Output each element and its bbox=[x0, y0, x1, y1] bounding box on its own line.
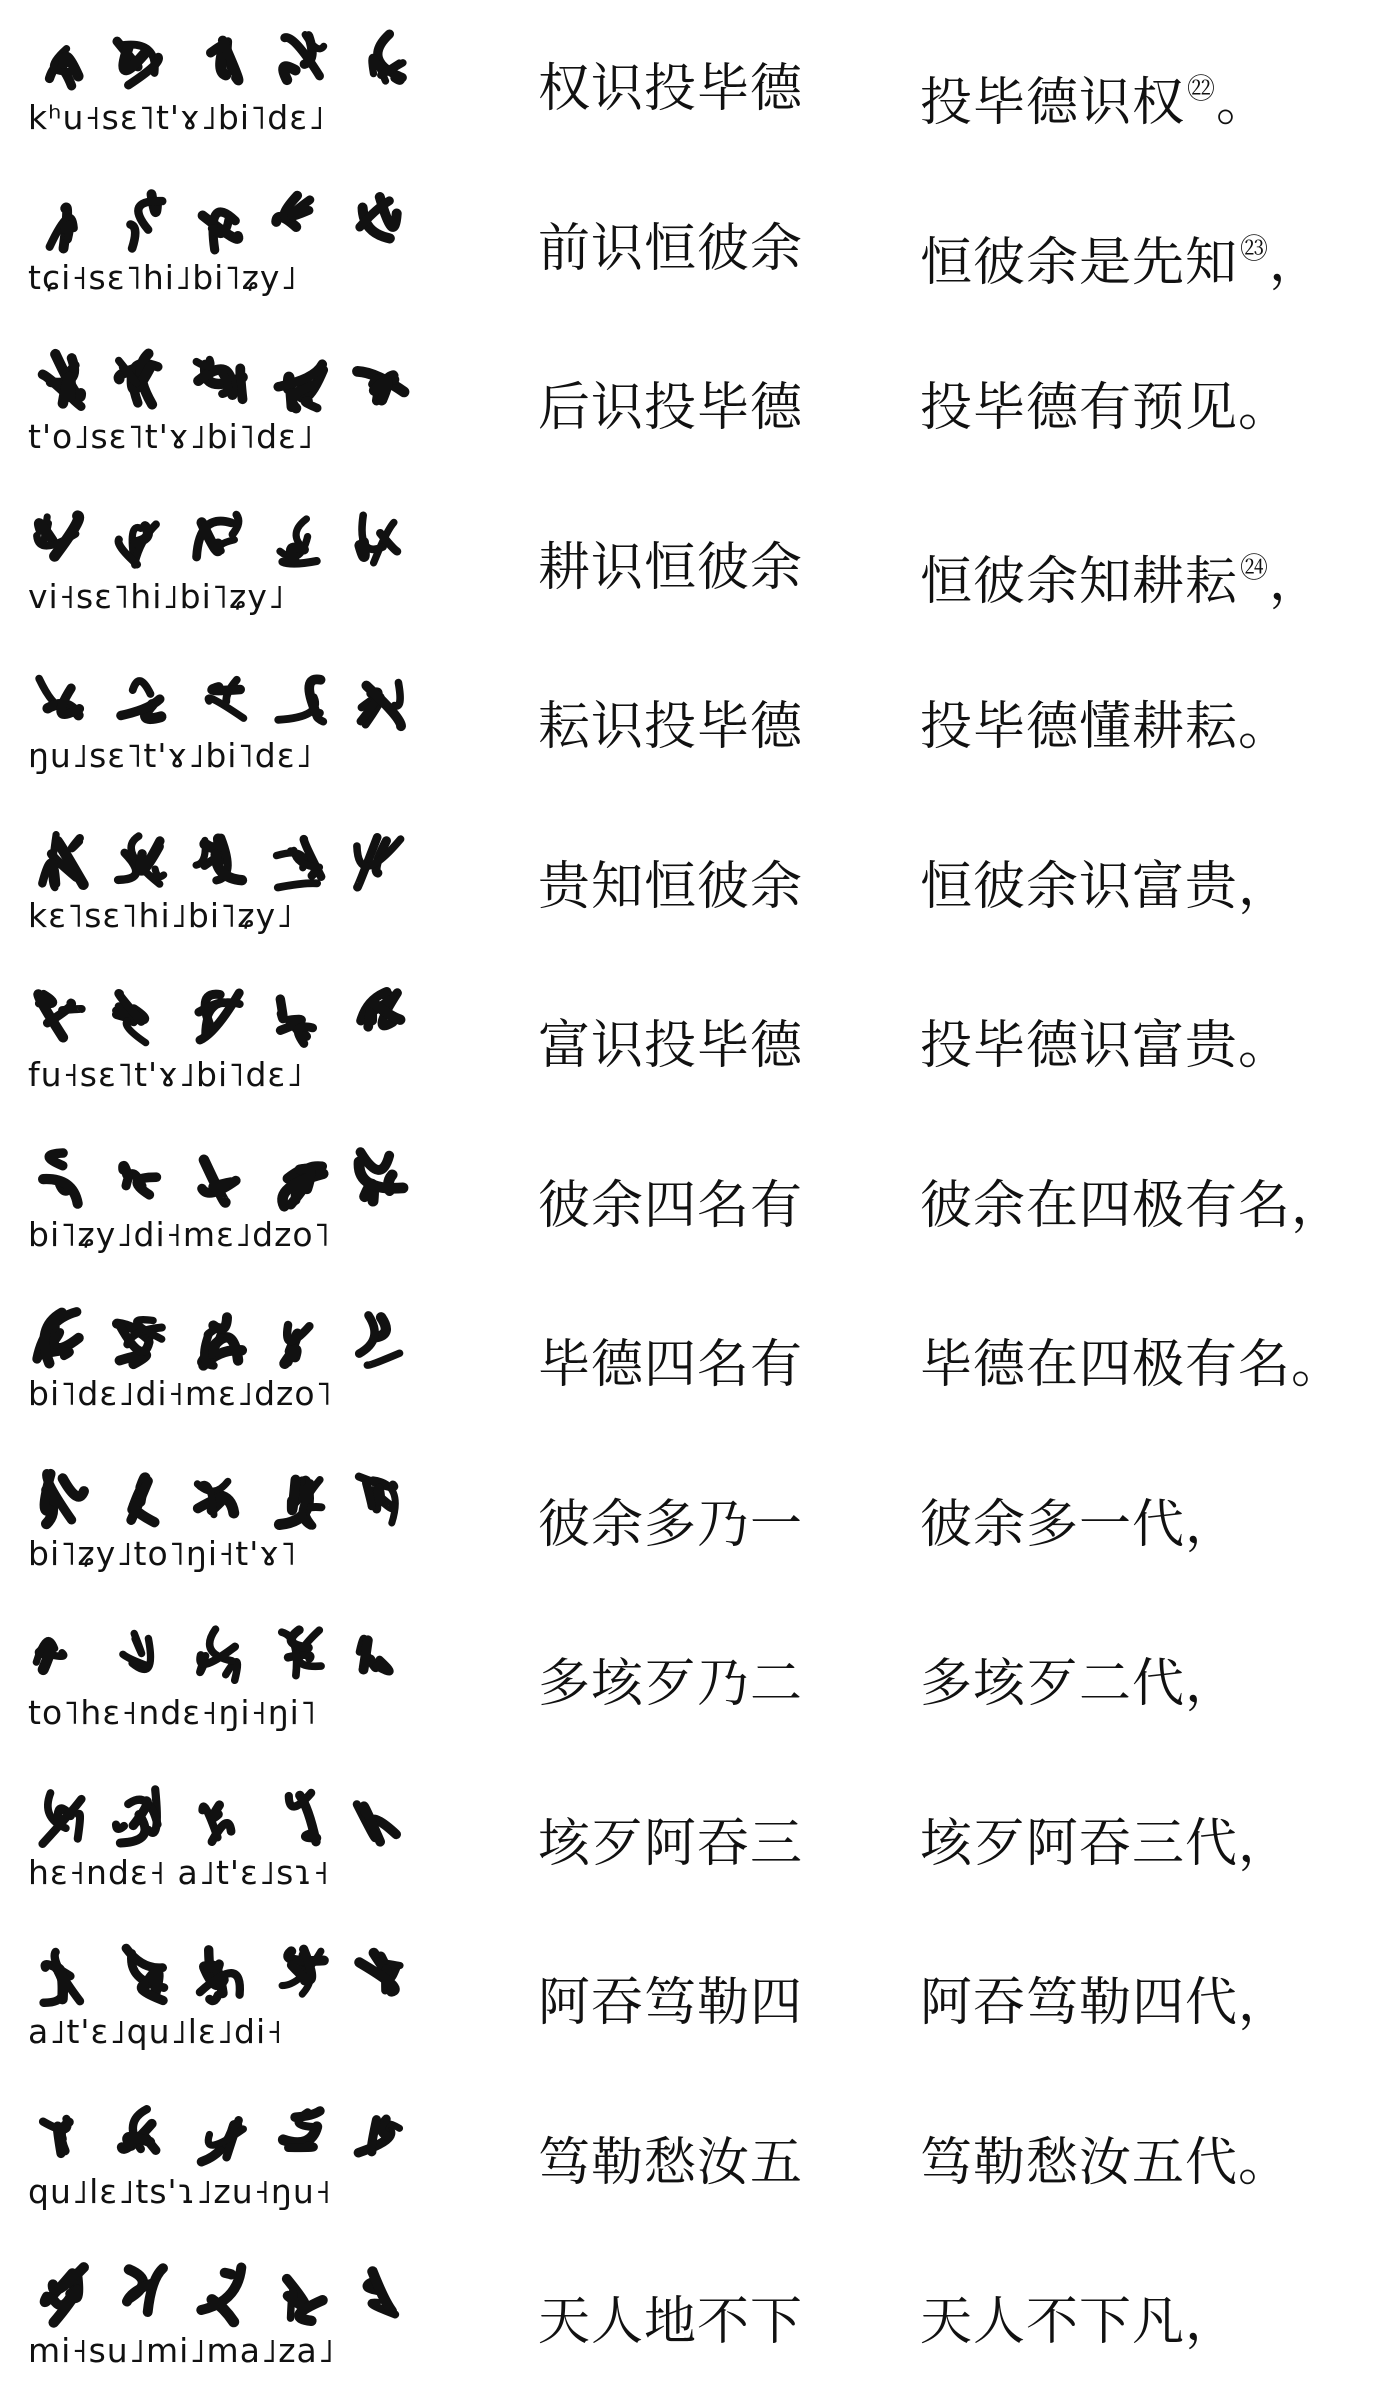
yi-script-glyph bbox=[202, 1805, 231, 1842]
yi-script-glyph bbox=[359, 1152, 403, 1201]
yi-script-glyph bbox=[39, 679, 79, 716]
yi-script-glyph bbox=[197, 514, 239, 556]
verse-row bbox=[0, 1290, 1379, 1450]
phonetic-transcription: hɛ˧ndɛ˧ a˩t'ɛ˩sɿ˧ bbox=[28, 1852, 331, 1892]
yi-script-glyph bbox=[199, 993, 240, 1040]
yi-script-line bbox=[26, 1464, 446, 1584]
verse-row bbox=[0, 493, 1379, 653]
word-gloss: 贵知恒彼余 bbox=[538, 856, 804, 917]
yi-script-glyph bbox=[117, 1320, 162, 1364]
word-gloss: 彼余多乃一 bbox=[538, 1494, 804, 1555]
yi-script-glyph-row bbox=[26, 1942, 446, 2012]
yi-script-glyph bbox=[280, 999, 312, 1043]
yi-script-glyph bbox=[283, 35, 323, 80]
yi-script-glyph-row bbox=[26, 826, 446, 896]
verse-row bbox=[0, 1928, 1379, 2088]
yi-script-glyph bbox=[37, 515, 79, 555]
yi-script-glyph bbox=[372, 34, 403, 81]
punctuation: ， bbox=[1269, 232, 1323, 293]
free-translation bbox=[920, 538, 1322, 612]
yi-script-glyph bbox=[197, 1481, 233, 1514]
yi-script-glyph bbox=[45, 2267, 84, 2322]
word-gloss: 垓歹阿吞三 bbox=[538, 1813, 804, 1874]
punctuation: 。 bbox=[1238, 2132, 1292, 2193]
yi-script-glyph bbox=[287, 2279, 323, 2321]
punctuation: 。 bbox=[1238, 378, 1292, 438]
yi-script-glyph bbox=[126, 1948, 164, 2000]
free-translation bbox=[920, 1016, 1291, 1076]
phonetic-transcription: mi˧su˩mi˩ma˩za˩ bbox=[28, 2331, 336, 2370]
translation-text: 彼余多一代 bbox=[920, 1494, 1186, 1555]
translation-text: 阿吞笃勒四代 bbox=[920, 1973, 1239, 2033]
word-gloss: 阿吞笃勒四 bbox=[538, 1973, 804, 2033]
yi-script-glyph bbox=[43, 1153, 78, 1204]
yi-script-glyph bbox=[38, 994, 81, 1037]
translation-text: 恒彼余知耕耘 bbox=[920, 551, 1239, 612]
yi-script-glyph bbox=[358, 2119, 399, 2153]
punctuation: ， bbox=[1238, 1813, 1292, 1874]
yi-script-glyph-row bbox=[26, 28, 446, 98]
punctuation: 。 bbox=[1238, 697, 1292, 757]
punctuation: ， bbox=[1185, 2292, 1239, 2352]
yi-script-glyph bbox=[127, 2268, 163, 2312]
yi-script-glyphs bbox=[26, 1464, 446, 1534]
yi-script-glyph bbox=[279, 1479, 321, 1525]
punctuation: ， bbox=[1238, 1973, 1292, 2033]
punctuation: ， bbox=[1185, 1654, 1239, 1714]
yi-script-glyph bbox=[280, 518, 317, 563]
footnote-marker[interactable]: ㉓ bbox=[1240, 231, 1270, 265]
yi-script-glyph bbox=[360, 515, 397, 563]
word-gloss: 后识投毕德 bbox=[538, 378, 804, 438]
translation-text: 投毕德识富贵 bbox=[920, 1016, 1239, 1076]
translation-text: 天人不下凡 bbox=[920, 2292, 1186, 2352]
free-translation bbox=[920, 857, 1291, 917]
phonetic-transcription: vi˧sɛ˥hi˩bi˥ʑy˩ bbox=[28, 576, 286, 616]
yi-script-line bbox=[26, 826, 446, 946]
translation-text: 投毕德识权 bbox=[920, 73, 1186, 133]
yi-script-glyph bbox=[361, 992, 400, 1027]
yi-script-glyph bbox=[200, 1950, 240, 2001]
verse-row bbox=[0, 1769, 1379, 1929]
yi-script-glyph bbox=[202, 1317, 242, 1365]
yi-script-glyphs bbox=[26, 28, 446, 98]
phonetic-transcription: fu˧sɛ˥t'ɤ˩bi˥dɛ˩ bbox=[28, 1055, 304, 1094]
yi-script-glyph bbox=[37, 1312, 79, 1364]
yi-script-glyphs bbox=[26, 1783, 446, 1853]
free-translation bbox=[920, 1176, 1344, 1236]
phonetic-transcription: a˩t'ɛ˩qu˩lɛ˩di˧ bbox=[28, 2012, 284, 2051]
punctuation: ， bbox=[1238, 856, 1292, 917]
yi-script-glyph bbox=[43, 1793, 82, 1844]
translation-text: 投毕德懂耕耘 bbox=[920, 697, 1239, 757]
phonetic-transcription: ŋu˩sɛ˥t'ɤ˩bi˥dɛ˩ bbox=[28, 736, 313, 775]
translation-text: 垓歹阿吞三代 bbox=[920, 1813, 1239, 1874]
yi-script-glyph bbox=[36, 1641, 63, 1670]
translation-text: 投毕德有预见 bbox=[920, 378, 1239, 438]
verse-row bbox=[0, 971, 1379, 1131]
yi-script-glyph-row bbox=[26, 1145, 446, 1215]
yi-script-glyphs bbox=[26, 666, 446, 736]
phonetic-transcription: bi˥dɛ˩di˧mɛ˩dzo˥ bbox=[28, 1374, 333, 1413]
free-translation bbox=[920, 1654, 1238, 1714]
verse-row bbox=[0, 652, 1379, 812]
verse-row bbox=[0, 333, 1379, 493]
yi-script-glyph bbox=[50, 49, 79, 86]
yi-script-glyph bbox=[283, 1166, 324, 1206]
yi-script-glyph bbox=[196, 837, 242, 880]
yi-script-glyph bbox=[44, 1952, 80, 2003]
yi-script-glyphs bbox=[26, 1304, 446, 1374]
yi-script-glyphs bbox=[26, 985, 446, 1055]
verse-row bbox=[0, 2247, 1379, 2407]
yi-script-glyph bbox=[203, 211, 239, 249]
free-translation bbox=[920, 219, 1322, 293]
yi-script-line bbox=[26, 2261, 446, 2381]
yi-script-glyph bbox=[278, 364, 323, 408]
free-translation bbox=[920, 1335, 1344, 1395]
yi-script-glyph bbox=[131, 194, 163, 248]
word-gloss: 权识投毕德 bbox=[538, 59, 804, 119]
verse-row bbox=[0, 1450, 1379, 1610]
free-translation bbox=[920, 1814, 1291, 1874]
punctuation: ， bbox=[1269, 551, 1323, 612]
verse-document bbox=[0, 14, 1379, 2407]
yi-script-glyph bbox=[123, 1634, 151, 1670]
yi-script-glyph bbox=[122, 2109, 156, 2150]
translation-text: 多垓歹二代 bbox=[920, 1654, 1186, 1714]
yi-script-glyph bbox=[357, 837, 401, 887]
yi-script-glyph bbox=[123, 1166, 156, 1195]
yi-script-line bbox=[26, 28, 446, 148]
word-gloss: 天人地不下 bbox=[538, 2292, 804, 2352]
yi-script-line bbox=[26, 347, 446, 467]
yi-script-glyph-row bbox=[26, 188, 446, 258]
yi-script-glyph bbox=[118, 524, 156, 565]
yi-script-glyphs bbox=[26, 1145, 446, 1215]
word-gloss: 前识恒彼余 bbox=[538, 218, 804, 279]
yi-script-glyph-row bbox=[26, 347, 446, 417]
yi-script-glyph bbox=[116, 1789, 158, 1843]
yi-script-glyph bbox=[44, 1473, 84, 1523]
yi-script-glyph-row bbox=[26, 985, 446, 1055]
yi-script-line bbox=[26, 1783, 446, 1903]
phonetic-transcription: kʰu˧sɛ˥t'ɤ˩bi˥dɛ˩ bbox=[28, 98, 326, 137]
punctuation: 。 bbox=[1291, 1335, 1345, 1395]
yi-script-glyph bbox=[289, 1792, 317, 1841]
yi-script-glyph bbox=[116, 993, 146, 1043]
translation-text: 恒彼余是先知 bbox=[920, 232, 1239, 293]
verse-row bbox=[0, 1609, 1379, 1769]
yi-script-glyph bbox=[121, 681, 161, 719]
yi-script-line bbox=[26, 1145, 446, 1265]
translation-text: 笃勒愁汝五代 bbox=[920, 2132, 1239, 2193]
yi-script-glyphs bbox=[26, 347, 446, 417]
phonetic-transcription: bi˥ʑy˩to˥ŋi˧t'ɤ˥ bbox=[28, 1533, 298, 1573]
free-translation bbox=[920, 378, 1291, 438]
yi-script-line bbox=[26, 2102, 446, 2222]
yi-script-line bbox=[26, 1623, 446, 1743]
punctuation: 。 bbox=[1216, 73, 1270, 133]
yi-script-glyph bbox=[359, 1476, 395, 1522]
footnote-marker[interactable]: ㉔ bbox=[1240, 550, 1270, 584]
yi-script-glyph bbox=[43, 354, 81, 406]
yi-script-glyph-row bbox=[26, 1783, 446, 1853]
verse-row bbox=[0, 1131, 1379, 1291]
translation-text: 恒彼余识富贵 bbox=[920, 856, 1239, 917]
yi-script-glyph bbox=[361, 683, 401, 727]
word-gloss: 笃勒愁汝五 bbox=[538, 2132, 804, 2193]
free-translation bbox=[920, 1495, 1238, 1555]
yi-script-glyph-row bbox=[26, 2102, 446, 2172]
phonetic-transcription: tɕi˧sɛ˥hi˩bi˥ʑy˩ bbox=[28, 257, 298, 297]
yi-script-glyph bbox=[211, 40, 239, 80]
yi-script-glyph bbox=[131, 1477, 154, 1522]
yi-script-glyph bbox=[201, 2120, 243, 2162]
yi-script-glyph-row bbox=[26, 2261, 446, 2331]
word-gloss: 毕德四名有 bbox=[538, 1335, 804, 1395]
punctuation: 。 bbox=[1238, 1016, 1292, 1076]
yi-script-glyph bbox=[118, 836, 164, 884]
yi-script-glyph bbox=[119, 354, 158, 405]
yi-script-glyph bbox=[357, 1804, 396, 1842]
yi-script-glyphs bbox=[26, 1623, 446, 1693]
translation-text: 彼余在四极有名 bbox=[920, 1175, 1292, 1236]
yi-script-glyph bbox=[368, 2272, 396, 2315]
yi-script-glyph bbox=[117, 41, 159, 85]
yi-script-glyph bbox=[43, 2118, 69, 2153]
verse-row bbox=[0, 812, 1379, 972]
yi-script-glyph bbox=[200, 1629, 237, 1680]
free-translation bbox=[920, 697, 1291, 757]
yi-script-glyphs bbox=[26, 507, 446, 577]
yi-script-glyph bbox=[283, 2110, 320, 2147]
yi-script-glyph-row bbox=[26, 666, 446, 736]
yi-script-glyph bbox=[201, 2268, 241, 2322]
word-gloss: 耘识投毕德 bbox=[538, 697, 804, 757]
phonetic-transcription: kɛ˥sɛ˥hi˩bi˥ʑy˩ bbox=[28, 895, 294, 935]
yi-script-glyph bbox=[359, 1315, 399, 1365]
phonetic-transcription: bi˥ʑy˩di˧mɛ˩dzo˥ bbox=[28, 1214, 331, 1254]
punctuation: ， bbox=[1291, 1175, 1345, 1236]
yi-script-glyphs bbox=[26, 1942, 446, 2012]
yi-script-glyph bbox=[276, 195, 310, 226]
yi-script-glyph bbox=[359, 1953, 400, 1992]
yi-script-line bbox=[26, 188, 446, 308]
phonetic-transcription: to˥hɛ˧ndɛ˧ŋi˧ŋi˥ bbox=[28, 1693, 318, 1732]
yi-script-glyph-row bbox=[26, 1623, 446, 1693]
word-gloss: 多垓歹乃二 bbox=[538, 1654, 804, 1714]
yi-script-line bbox=[26, 1304, 446, 1424]
yi-script-glyph-row bbox=[26, 1304, 446, 1374]
verse-row bbox=[0, 2088, 1379, 2248]
free-translation bbox=[920, 2133, 1291, 2193]
word-gloss: 富识投毕德 bbox=[538, 1016, 804, 1076]
yi-script-glyph bbox=[360, 197, 397, 238]
yi-script-glyphs bbox=[26, 188, 446, 258]
word-gloss: 耕识恒彼余 bbox=[538, 537, 804, 598]
punctuation: ， bbox=[1185, 1494, 1239, 1555]
yi-script-glyphs bbox=[26, 2102, 446, 2172]
yi-script-glyph bbox=[282, 1949, 324, 1994]
yi-script-glyph bbox=[360, 1639, 390, 1672]
phonetic-transcription: qu˩lɛ˩ts'ɿ˩zu˧ŋu˧ bbox=[28, 2171, 333, 2211]
footnote-marker[interactable]: ㉒ bbox=[1187, 72, 1217, 105]
yi-script-glyph bbox=[278, 679, 323, 721]
yi-script-line bbox=[26, 666, 446, 786]
yi-script-glyphs bbox=[26, 826, 446, 896]
yi-script-glyphs bbox=[26, 2261, 446, 2331]
yi-script-glyph bbox=[358, 371, 405, 400]
yi-script-glyph bbox=[50, 207, 74, 248]
yi-script-glyph bbox=[42, 834, 83, 887]
yi-script-glyph bbox=[277, 839, 322, 887]
phonetic-transcription: t'o˩sɛ˥t'ɤ˩bi˥dɛ˩ bbox=[28, 417, 315, 456]
yi-script-glyph-row bbox=[26, 1464, 446, 1534]
free-translation bbox=[920, 2292, 1238, 2352]
free-translation bbox=[920, 1973, 1291, 2033]
yi-script-line bbox=[26, 985, 446, 1105]
free-translation bbox=[920, 59, 1269, 133]
word-gloss: 彼余四名有 bbox=[538, 1175, 804, 1236]
yi-script-glyph-row bbox=[26, 507, 446, 577]
yi-script-line bbox=[26, 507, 446, 627]
verse-row bbox=[0, 174, 1379, 334]
yi-script-glyph bbox=[282, 1630, 321, 1676]
yi-script-line bbox=[26, 1942, 446, 2062]
yi-script-glyph bbox=[196, 360, 242, 400]
yi-script-glyph bbox=[285, 1325, 310, 1364]
verse-row bbox=[0, 14, 1379, 174]
translation-text: 毕德在四极有名 bbox=[920, 1335, 1292, 1395]
yi-script-glyph bbox=[202, 1159, 236, 1202]
yi-script-glyph bbox=[208, 680, 243, 718]
